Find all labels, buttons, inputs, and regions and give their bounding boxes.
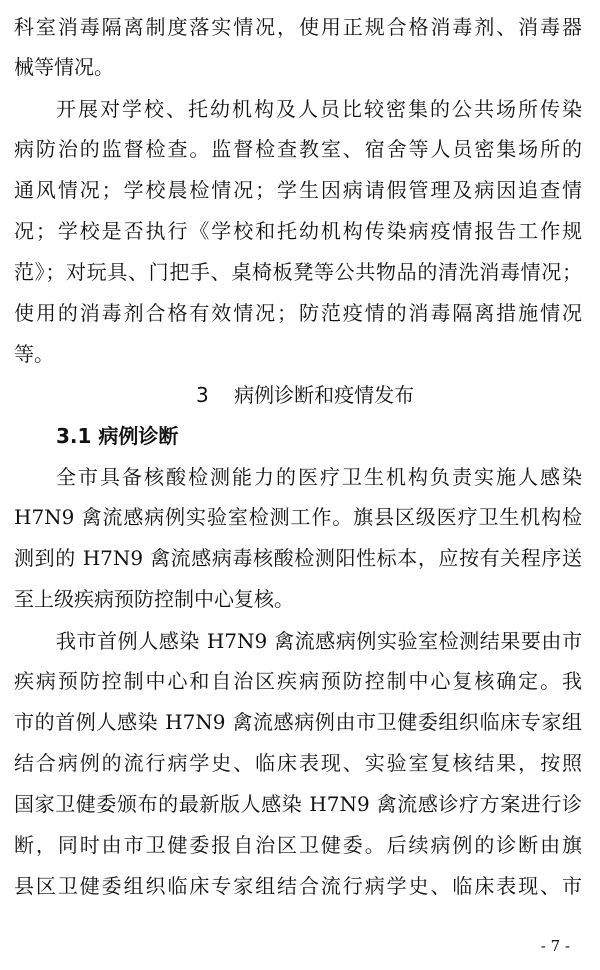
text-line: H7N9 禽流感病例实验室检测工作。旗县区级医疗卫生机构检 bbox=[14, 505, 582, 529]
text-line: 断，同时由市卫健委报自治区卫健委。后续病例的诊断由旗 bbox=[14, 833, 582, 857]
text-line: 国家卫健委颁布的最新版人感染 H7N9 禽流感诊疗方案进行诊 bbox=[14, 792, 582, 816]
subsection-title: 病例诊断 bbox=[98, 424, 179, 448]
section-title: 病例诊断和疫情发布 bbox=[234, 383, 415, 407]
page-number: - 7 - bbox=[540, 937, 570, 955]
text-line: 科室消毒隔离制度落实情况，使用正规合格消毒剂、消毒器 bbox=[14, 15, 582, 39]
text-line: 等。 bbox=[14, 342, 54, 366]
text-line: 病防治的监督检查。监督检查教室、宿舍等人员密集场所的 bbox=[14, 137, 582, 161]
text-line: 测到的 H7N9 禽流感病毒核酸检测阳性标本，应按有关程序送 bbox=[14, 546, 582, 570]
text-line: 况；学校是否执行《学校和托幼机构传染病疫情报告工作规 bbox=[14, 219, 582, 243]
text-line: 械等情况。 bbox=[14, 55, 114, 79]
text-line: 县区卫健委组织临床专家组结合流行病学史、临床表现、市 bbox=[14, 874, 582, 898]
text-line: 开展对学校、托幼机构及人员比较密集的公共场所传染 bbox=[56, 97, 582, 121]
text-line: 至上级疾病预防控制中心复核。 bbox=[14, 587, 294, 611]
subsection-heading bbox=[56, 417, 178, 455]
text-line: 疾病预防控制中心和自治区疾病预防控制中心复核确定。我 bbox=[14, 669, 582, 693]
text-line: 通风情况；学校晨检情况；学生因病请假管理及病因追查情 bbox=[14, 178, 582, 202]
text-line: 市的首例人感染 H7N9 禽流感病例由市卫健委组织临床专家组 bbox=[14, 710, 582, 734]
text-line: 使用的消毒剂合格有效情况；防范疫情的消毒隔离措施情况 bbox=[14, 301, 582, 325]
text-line: 我市首例人感染 H7N9 禽流感病例实验室检测结果要由市 bbox=[56, 629, 582, 653]
text-line: 范》；对玩具、门把手、桌椅板凳等公共物品的清洗消毒情况； bbox=[14, 260, 582, 284]
section-number: 3 bbox=[196, 383, 209, 407]
text-line: 全市具备核酸检测能力的医疗卫生机构负责实施人感染 bbox=[56, 465, 582, 489]
subsection-number: 3.1 bbox=[56, 424, 92, 448]
text-line: 结合病例的流行病学史、临床表现、实验室复核结果，按照 bbox=[14, 751, 582, 775]
section-heading bbox=[196, 376, 414, 414]
